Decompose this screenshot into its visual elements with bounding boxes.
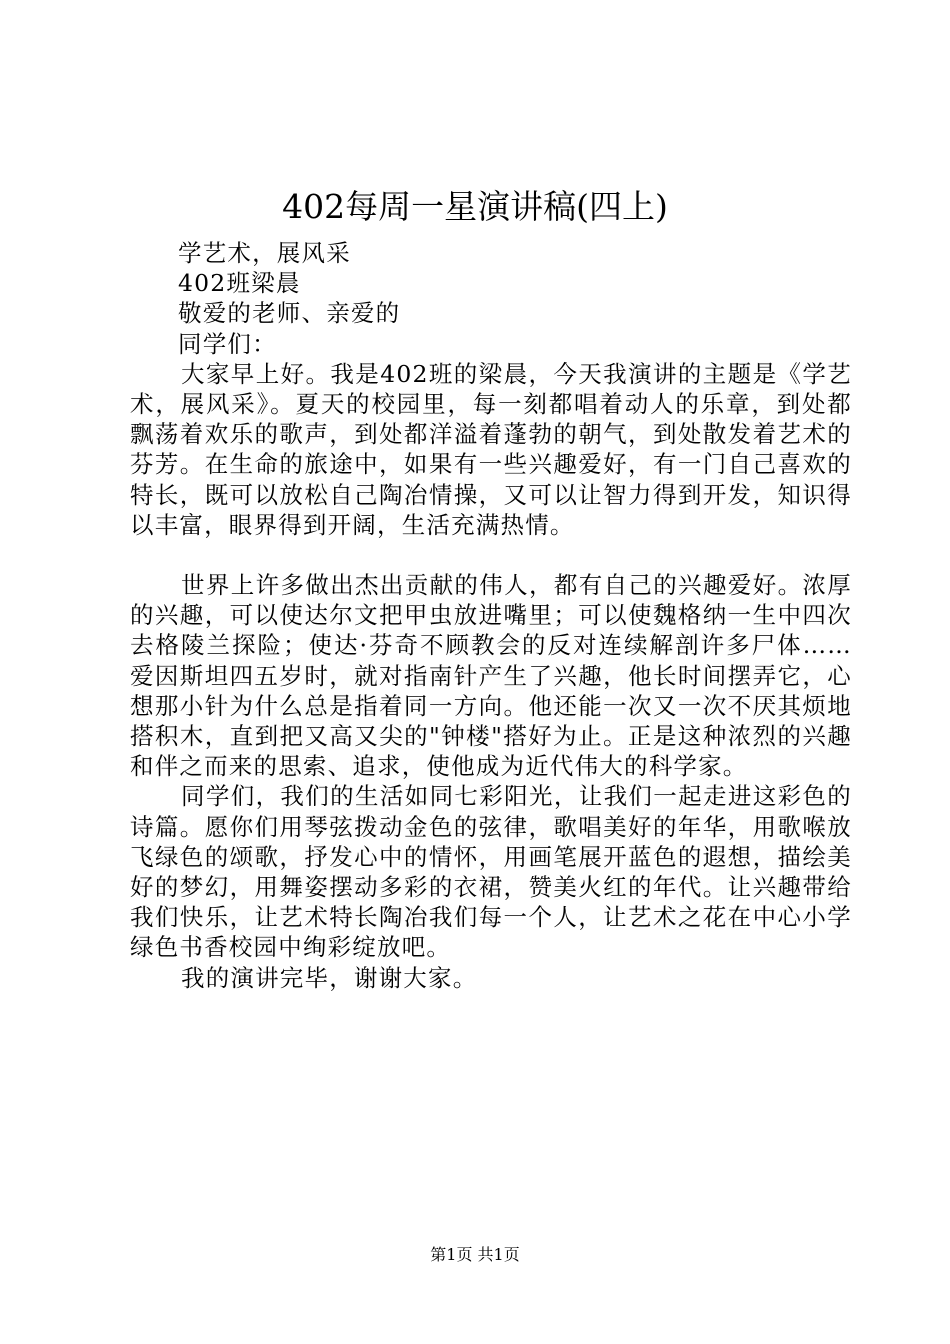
document-body — [130, 238, 852, 993]
greeting-line-1: 敬爱的老师、亲爱的 — [178, 299, 401, 328]
paragraph-examples: 世界上许多做出杰出贡献的伟人，都有自己的兴趣爱好。浓厚的兴趣，可以使达尔文把甲虫放进嘴里；可以使魏格纳一生中四次去格陵兰探险；使达·芬奇不顾教会的反对连续解剖许多尸体……爱因斯坦四五岁时，就对指南针产生了兴趣，他长时间摆弄它，心想那小针为什么总是指着同一方向。他还能一次又一次不厌其烦地搭积木，直到把又高又尖的"钟楼"搭好为止。正是这种浓烈的兴趣和伴之而来的思索、追求，使他成为近代伟大的科学家。 — [130, 571, 852, 781]
paragraph-closing: 我的演讲完毕，谢谢大家。 — [181, 963, 478, 992]
paragraph-call-to-action: 同学们，我们的生活如同七彩阳光，让我们一起走进这彩色的诗篇。愿你们用琴弦拨动金色的弦律，歌唱美好的年华，用歌喉放飞绿色的颂歌，抒发心中的情怀，用画笔展开蓝色的遐想，描绘美好的梦幻，用舞姿摆动多彩的衣裙，赞美火红的年代。让兴趣带给我们快乐，让艺术特长陶冶我们每一个人，让艺术之花在中心小学绿色书香校园中绚彩绽放吧。 — [130, 782, 852, 962]
speaker-class-name: 402班梁晨 — [178, 269, 301, 298]
page-number-footer: 第1页 共1页 — [430, 1245, 520, 1264]
paragraph-intro: 大家早上好。我是402班的梁晨，今天我演讲的主题是《学艺术，展风采》。夏天的校园里，每一刻都唱着动人的乐章，到处都飘荡着欢乐的歌声，到处都洋溢着蓬勃的朝气，到处散发着艺术的芬芳。在生命的旅途中，如果有一些兴趣爱好，有一门自己喜欢的特长，既可以放松自己陶冶情操，又可以让智力得到开发，知识得以丰富，眼界得到开阔，生活充满热情。 — [130, 359, 852, 539]
greeting-line-2: 同学们： — [178, 329, 277, 358]
speech-subtitle: 学艺术，展风采 — [178, 239, 351, 267]
document-title: 402每周一星演讲稿(四上) — [282, 187, 668, 226]
